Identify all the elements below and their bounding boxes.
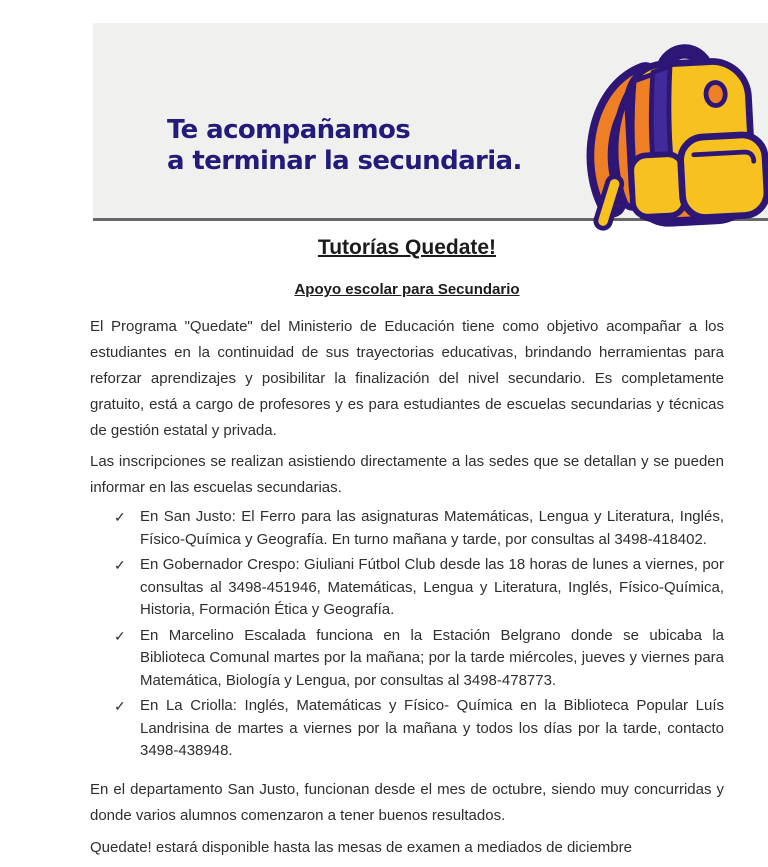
document-content bbox=[90, 234, 724, 867]
checkmark-icon: ✓ bbox=[114, 557, 126, 573]
checkmark-icon: ✓ bbox=[114, 509, 126, 525]
closing-paragraph-2: Quedate! estará disponible hasta las mesas de examen a mediados de diciembre bbox=[90, 838, 632, 856]
backpack-icon bbox=[574, 35, 766, 227]
list-item-gobernador-crespo bbox=[90, 554, 724, 622]
intro-paragraph-1: El Programa "Quedate" del Ministerio de Educación tiene como objetivo acompañar a los estudiantes en la continuidad de sus trayectorias educativas, brindando herramientas para reforzar aprendizajes y posibilitar la finalización del nivel secundario. Es completamente gratuito, está a cargo de profesores y es para estudiantes de escuelas secundarias y técnicas de gestión estatal y privada. bbox=[90, 318, 724, 439]
locations-list bbox=[90, 506, 724, 763]
list-item-marcelino-escalada bbox=[90, 625, 724, 693]
list-item-san-justo bbox=[90, 506, 724, 551]
list-item-text: En Gobernador Crespo: Giuliani Fútbol Club desde las 18 horas de lunes a viernes, por consultas al 3498-451946, Matemáticas, Lengua y Literatura, Inglés, Físico-Química, Historia, Formación Ética y Geografía. bbox=[140, 556, 724, 618]
banner-headline-line1: Te acompañamos bbox=[167, 115, 411, 145]
list-item-text: En La Criolla: Inglés, Matemáticas y Físico- Química en la Biblioteca Popular Luís Landrisina de martes a viernes por la mañana y todos los días por la tarde, contacto 3498-438948. bbox=[140, 697, 724, 759]
page-subtitle: Apoyo escolar para Secundario bbox=[294, 281, 520, 298]
header-banner bbox=[93, 23, 768, 221]
page-title: Tutorías Quedate! bbox=[317, 236, 497, 259]
list-item-text: En San Justo: El Ferro para las asignaturas Matemáticas, Lengua y Literatura, Inglés, Físico-Química y Geografía. En turno mañana y tarde, por consultas al 3498-418402. bbox=[140, 508, 724, 548]
banner-headline bbox=[167, 115, 522, 177]
checkmark-icon: ✓ bbox=[114, 627, 126, 644]
banner-headline-line2: a terminar la secundaria. bbox=[167, 146, 522, 176]
checkmark-icon: ✓ bbox=[114, 698, 126, 714]
list-item-la-criolla bbox=[90, 695, 724, 763]
list-item-text: En Marcelino Escalada funciona en la Estación Belgrano donde se ubicaba la Biblioteca Comunal martes por la mañana; por la tarde miércoles, jueves y viernes para Matemática, Biología y Lengua, por consultas al 3498-478773. bbox=[140, 626, 724, 689]
closing-paragraph-1: En el departamento San Justo, funcionan desde el mes de octubre, siendo muy concurridas y donde varios alumnos comenzaron a tener buenos resultados. bbox=[90, 780, 724, 824]
intro-paragraph-2: Las inscripciones se realizan asistiendo directamente a las sedes que se detallan y se pueden informar en las escuelas secundarias. bbox=[90, 453, 724, 496]
